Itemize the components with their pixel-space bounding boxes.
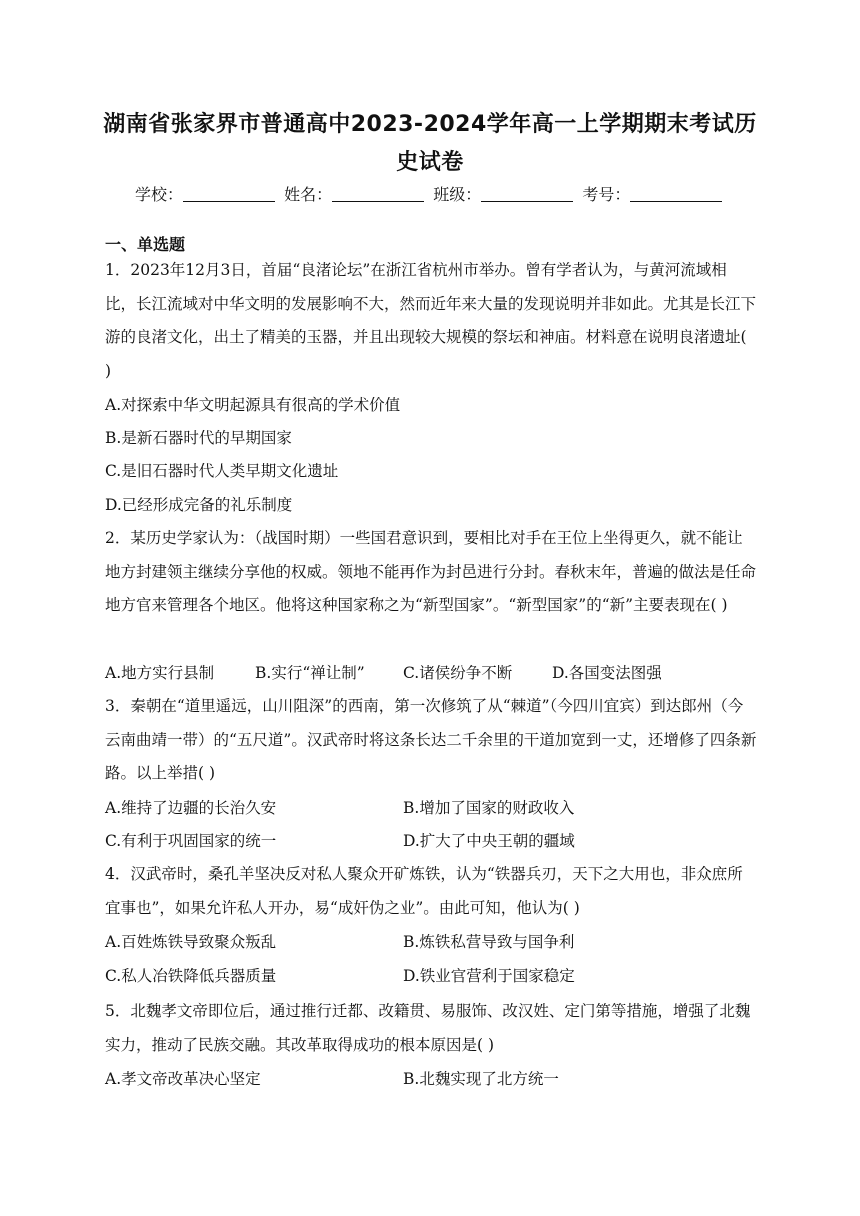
question-2-option-c[interactable]: C.诸侯纷争不断 [403,664,513,682]
question-4-option-d[interactable]: D.铁业官营利于国家稳定 [403,967,575,985]
school-blank[interactable] [183,185,275,202]
question-3-option-c[interactable]: C.有利于巩固国家的统一 [105,832,277,850]
question-2-option-a[interactable]: A.地方实行县制 [105,664,215,682]
question-3-option-b[interactable]: B.增加了国家的财政收入 [403,799,575,817]
question-5-option-a[interactable]: A.孝文帝改革决心坚定 [105,1070,261,1088]
question-2-stem: 2．某历史学家认为：（战国时期）一些国君意识到，要相比对手在王位上坐得更久，就不能让地方封建领主继续分享他的权威。领地不能再作为封邑进行分封。春秋末年，普遍的做法是任命地方官来管理各个地区。他将这种国家称之为“新型国家”。“新型国家”的“新”主要表现在( ) [105,529,757,614]
question-1-option-b[interactable]: B.是新石器时代的早期国家 [105,429,292,447]
question-2-option-b[interactable]: B.实行“禅让制” [255,664,365,682]
question-5-stem: 5．北魏孝文帝即位后，通过推行迁都、改籍贯、易服饰、改汉姓、定门第等措施，增强了北魏实力，推动了民族交融。其改革取得成功的根本原因是( ) [105,1002,751,1054]
question-3-option-d[interactable]: D.扩大了中央王朝的疆域 [403,832,575,850]
question-2-option-d[interactable]: D.各国变法图强 [552,664,662,682]
class-blank[interactable] [481,185,573,202]
student-info-line [135,182,726,208]
question-1-option-c[interactable]: C.是旧石器时代人类早期文化遗址 [105,462,339,480]
school-label: 学校： [135,185,184,204]
question-4-option-b[interactable]: B.炼铁私营导致与国争利 [403,933,575,951]
name-label: 姓名： [284,185,333,204]
number-label: 考号： [582,185,631,204]
class-label: 班级： [433,185,482,204]
name-blank[interactable] [332,185,424,202]
question-3-stem: 3．秦朝在“道里遥远，山川阻深”的西南，第一次修筑了从“棘道”（今四川宜宾）到达郎州（今云南曲靖一带）的“五尺道”。汉武帝时将这条长达二千余里的干道加宽到一丈，还增修了四条新路。以上举措( ) [105,697,757,782]
question-1-option-d[interactable]: D.已经形成完备的礼乐制度 [105,496,293,514]
question-4-stem: 4．汉武帝时，桑孔羊坚决反对私人聚众开矿炼铁，认为“铁器兵刃，天下之大用也，非众庶所宜事也”，如果允许私人开办，易“成奸伪之业”。由此可知，他认为( ) [105,865,743,917]
question-5-option-b[interactable]: B.北魏实现了北方统一 [403,1070,559,1088]
question-1-stem: 1．2023年12月3日，首届“良渚论坛”在浙江省杭州市举办。曾有学者认为，与黄河流域相比，长江流域对中华文明的发展影响不大，然而近年来大量的发现说明并非如此。尤其是长江下游的良渚文化，出土了精美的玉器，并且出现较大规模的祭坛和神庙。材料意在说明良渚遗址( ) [105,261,757,380]
section-heading: 一、单选题 [105,235,186,254]
question-4-option-a[interactable]: A.百姓炼铁导致聚众叛乱 [105,933,277,951]
exam-title: 湖南省张家界市普通高中2023-2024学年高一上学期期末考试历史试卷 [103,112,757,175]
question-3-option-a[interactable]: A.维持了边疆的长治久安 [105,799,277,817]
question-4-option-c[interactable]: C.私人冶铁降低兵器质量 [105,967,277,985]
number-blank[interactable] [630,185,722,202]
question-1-option-a[interactable]: A.对探索中华文明起源具有很高的学术价值 [105,396,401,414]
